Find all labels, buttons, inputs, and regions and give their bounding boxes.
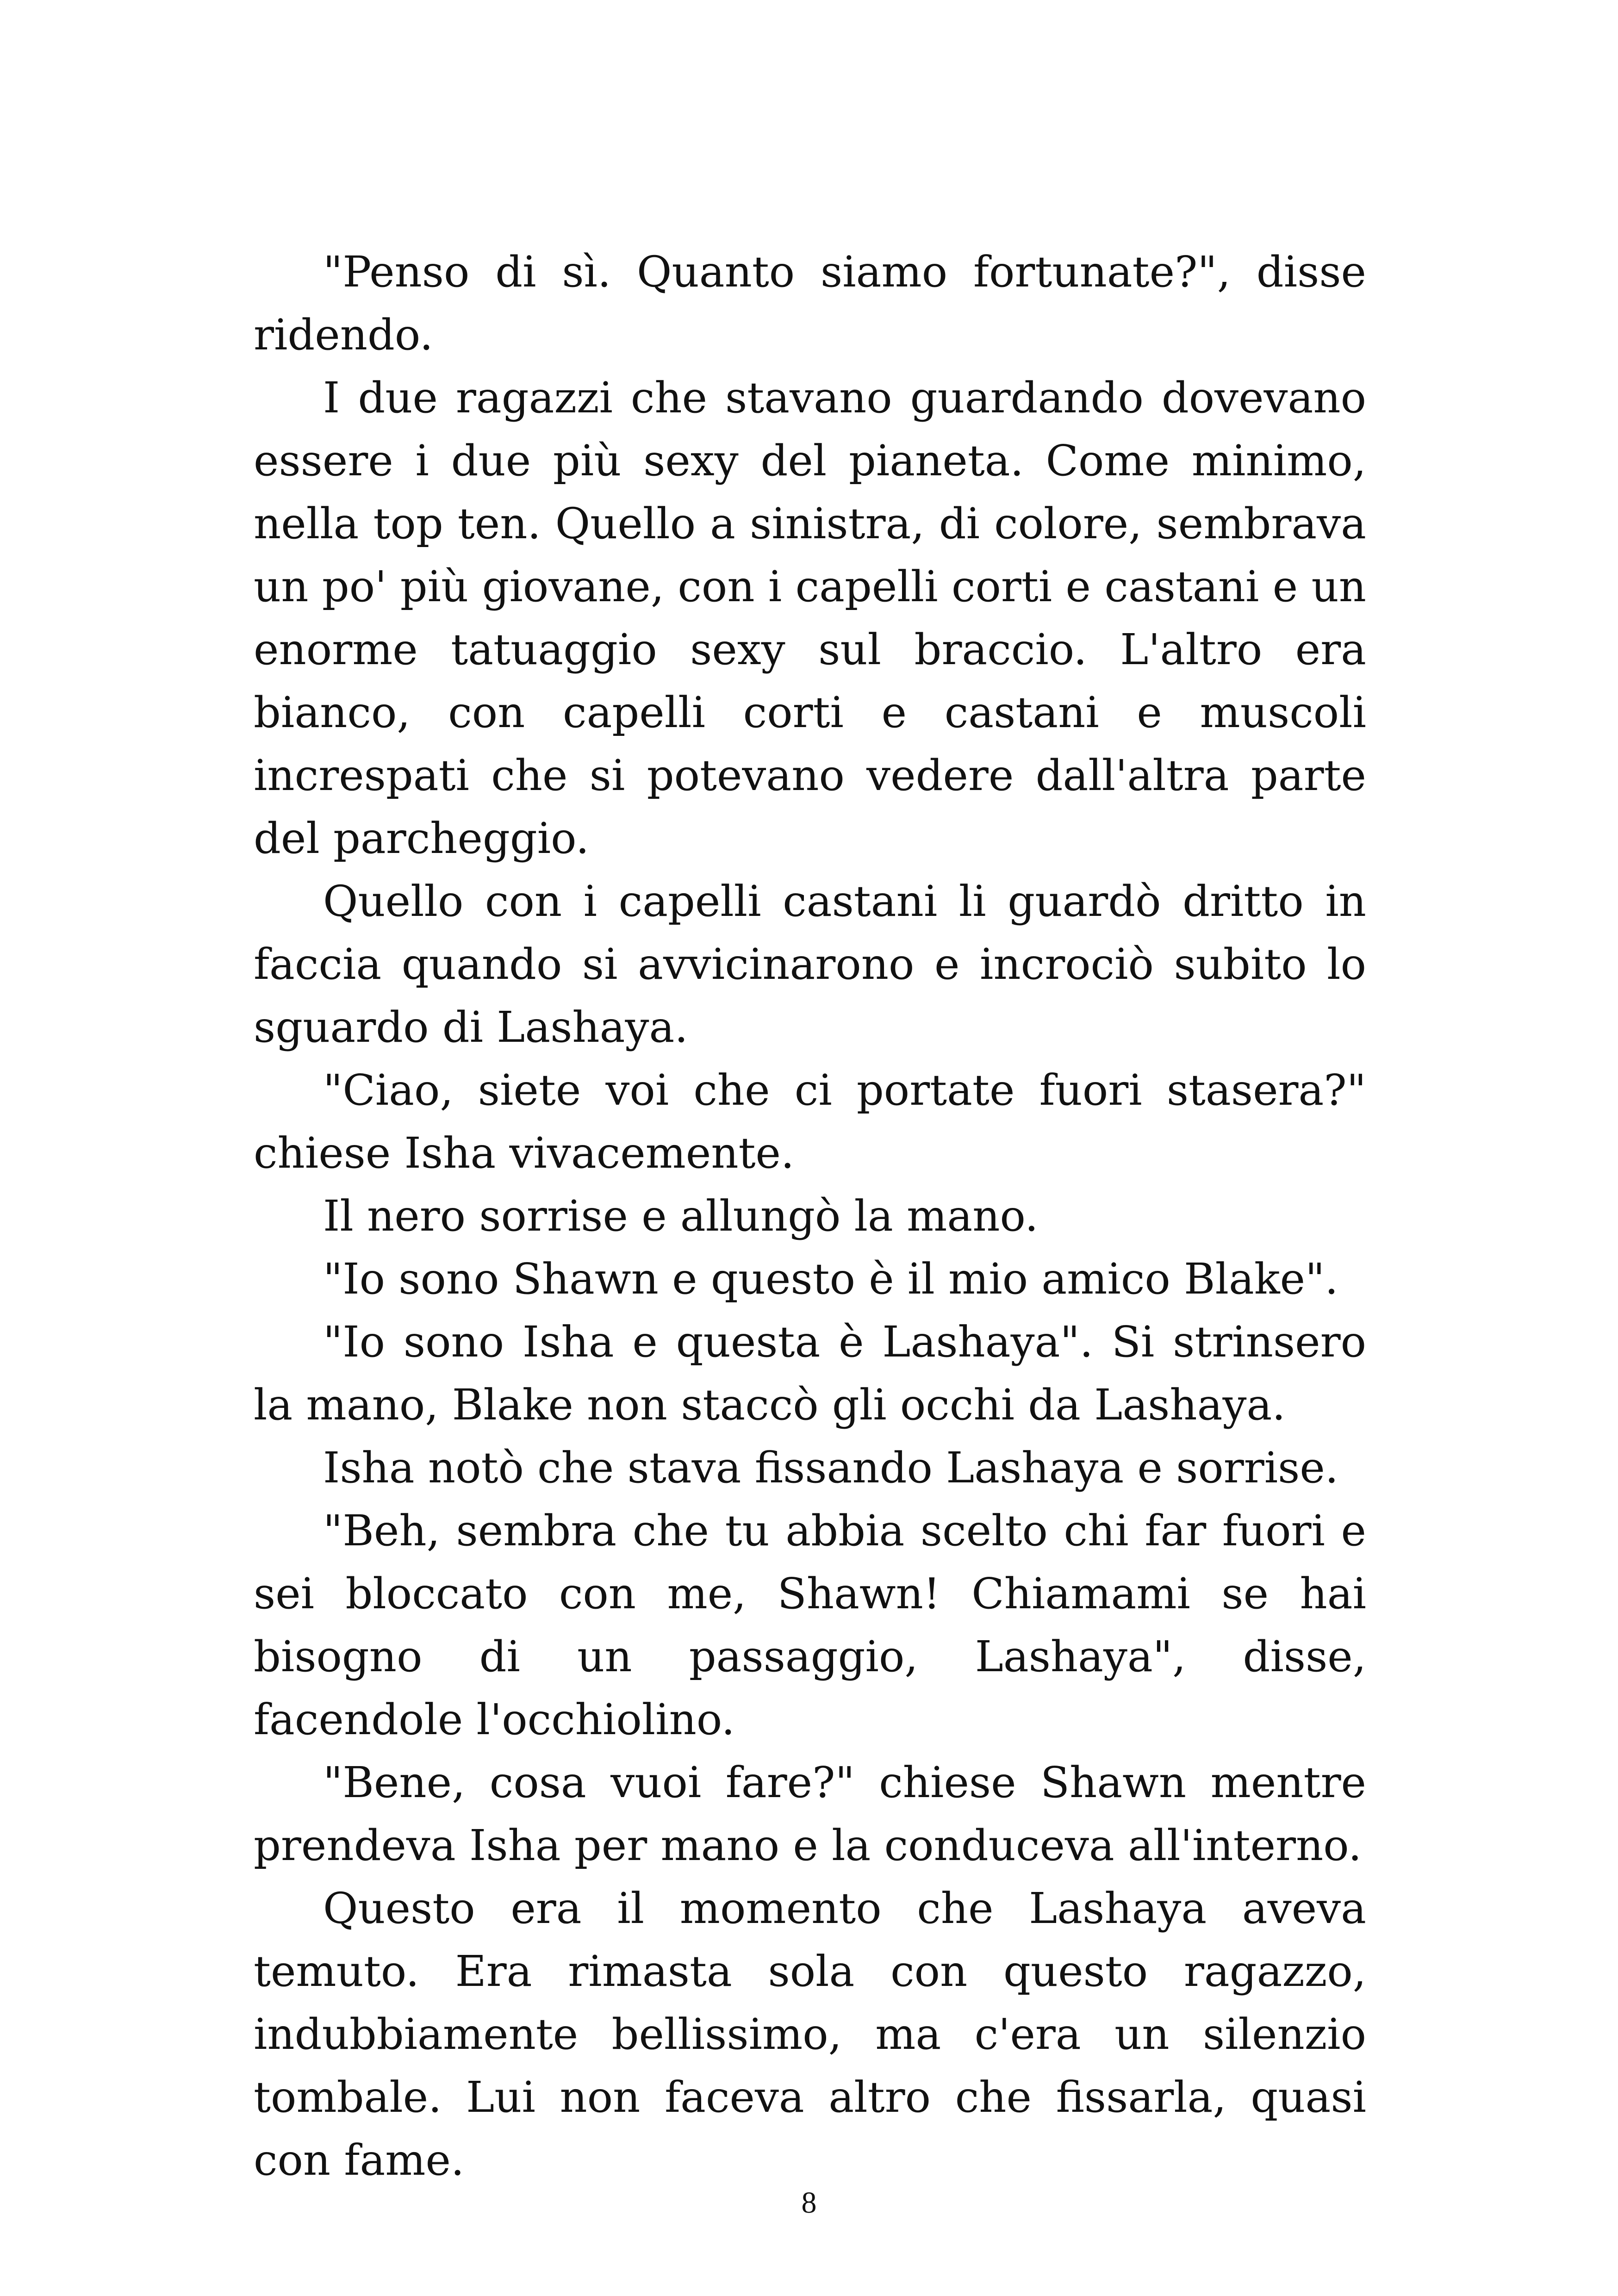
- paragraph: "Bene, cosa vuoi fare?" chiese Shawn mentre prendeva Isha per mano e la conduceva all'interno.: [254, 1758, 1366, 1870]
- body-text: [254, 241, 1366, 2192]
- paragraph: Questo era il momento che Lashaya aveva temuto. Era rimasta sola con questo ragazzo, indubbiamente bellissimo, ma c'era un silenzio tombale. Lui non faceva altro che fissarla, quasi con fame.: [254, 1884, 1366, 2185]
- paragraph: "Io sono Shawn e questo è il mio amico Blake".: [323, 1254, 1338, 1304]
- paragraph: Isha notò che stava fissando Lashaya e sorrise.: [323, 1443, 1339, 1493]
- paragraph: "Ciao, siete voi che ci portate fuori stasera?" chiese Isha vivacemente.: [254, 1065, 1366, 1178]
- page-number: 8: [801, 2186, 817, 2220]
- paragraph: Il nero sorrise e allungò la mano.: [323, 1191, 1039, 1241]
- paragraph: "Io sono Isha e questa è Lashaya". Si strinsero la mano, Blake non staccò gli occhi da Lashaya.: [254, 1317, 1366, 1430]
- paragraph: "Beh, sembra che tu abbia scelto chi far fuori e sei bloccato con me, Shawn! Chiamami se hai bisogno di un passaggio, Lashaya", disse, facendole l'occhiolino.: [254, 1506, 1366, 1744]
- paragraph: "Penso di sì. Quanto siamo fortunate?", disse ridendo.: [254, 247, 1366, 360]
- paragraph: Quello con i capelli castani li guardò dritto in faccia quando si avvicinarono e incrociò subito lo sguardo di Lashaya.: [254, 877, 1366, 1052]
- paragraph: I due ragazzi che stavano guardando dovevano essere i due più sexy del pianeta. Come minimo, nella top ten. Quello a sinistra, di colore, sembrava un po' più giovane, con i capelli corti e castani e un enorme tatuaggio sexy sul braccio. L'altro era bianco, con capelli corti e castani e muscoli increspati che si potevano vedere dall'altra parte del parcheggio.: [254, 373, 1366, 863]
